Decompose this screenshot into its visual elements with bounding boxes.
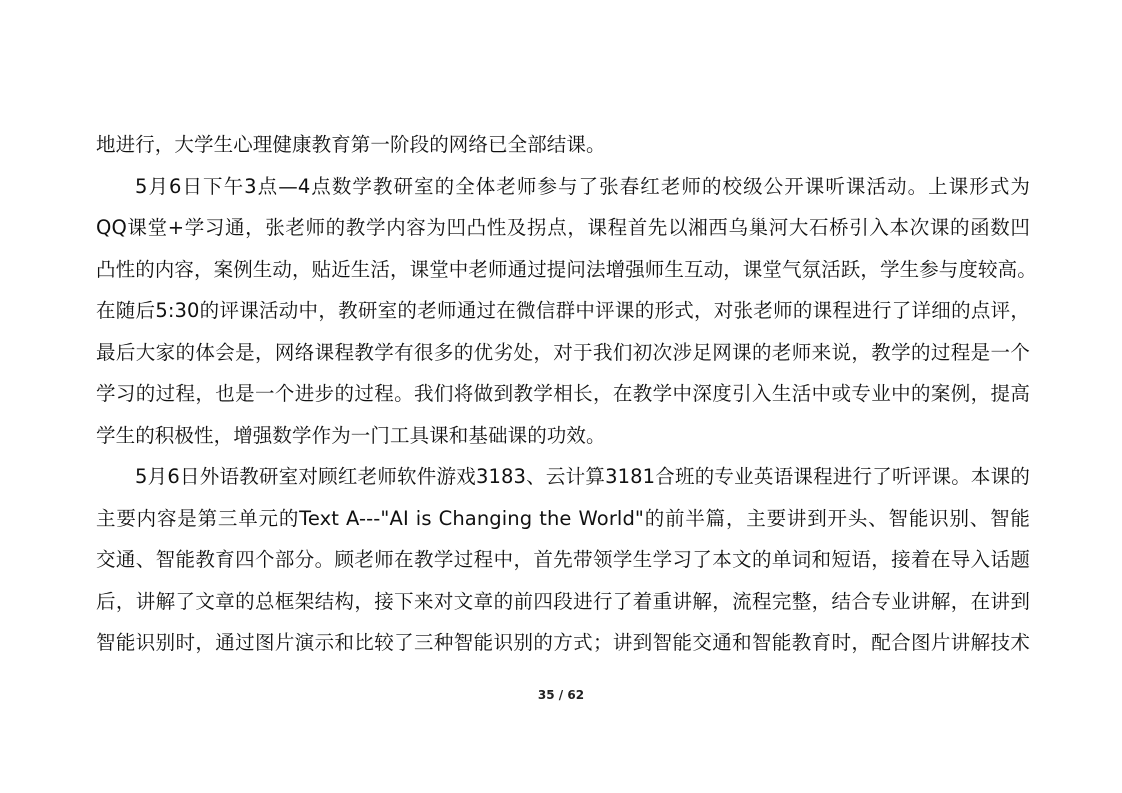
text-line: 学生的积极性，增强数学作为一门工具课和基础课的功效。 (96, 423, 606, 447)
text-line: 在随后5:30的评课活动中，教研室的老师通过在微信群中评课的形式，对张老师的课程进行了详细的点评， (96, 299, 1030, 322)
text-line: 地进行，大学生心理健康教育第一阶段的网络已全部结课。 (96, 133, 606, 156)
body-text (96, 124, 1037, 664)
text-line: QQ课堂+学习通，张老师的教学内容为凹凸性及拐点，课程首先以湘西乌巢河大石桥引入本次课的函数凹 (96, 216, 1030, 239)
text-line: 主要内容是第三单元的Text A---"AI is Changing the World"的前半篇，主要讲到开头、智能识别、智能 (96, 506, 1030, 530)
page-number: 35 / 62 (537, 688, 585, 702)
text-line: 交通、智能教育四个部分。顾老师在教学过程中，首先带领学生学习了本文的单词和短语，接着在导入话题 (96, 548, 1030, 571)
text-line: 智能识别时，通过图片演示和比较了三种智能识别的方式；讲到智能交通和智能教育时，配合图片讲解技术 (96, 631, 1030, 654)
text-line: 5月6日下午3点—4点数学教研室的全体老师参与了张春红老师的校级公开课听课活动。上课形式为 (135, 174, 1030, 198)
text-line: 凸性的内容，案例生动，贴近生活，课堂中老师通过提问法增强师生互动，课堂气氛活跃，学生参与度较高。 (96, 257, 1037, 281)
text-line: 后，讲解了文章的总框架结构，接下来对文章的前四段进行了着重讲解，流程完整，结合专业讲解，在讲到 (96, 589, 1030, 613)
text-line: 最后大家的体会是，网络课程教学有很多的优劣处，对于我们初次涉足网课的老师来说，教学的过程是一个 (96, 340, 1030, 364)
text-line: 5月6日外语教研室对顾红老师软件游戏3183、云计算3181合班的专业英语课程进行了听评课。本课的 (135, 465, 1030, 488)
text-line: 学习的过程，也是一个进步的过程。我们将做到教学相长，在教学中深度引入生活中或专业中的案例，提高 (96, 382, 1030, 405)
